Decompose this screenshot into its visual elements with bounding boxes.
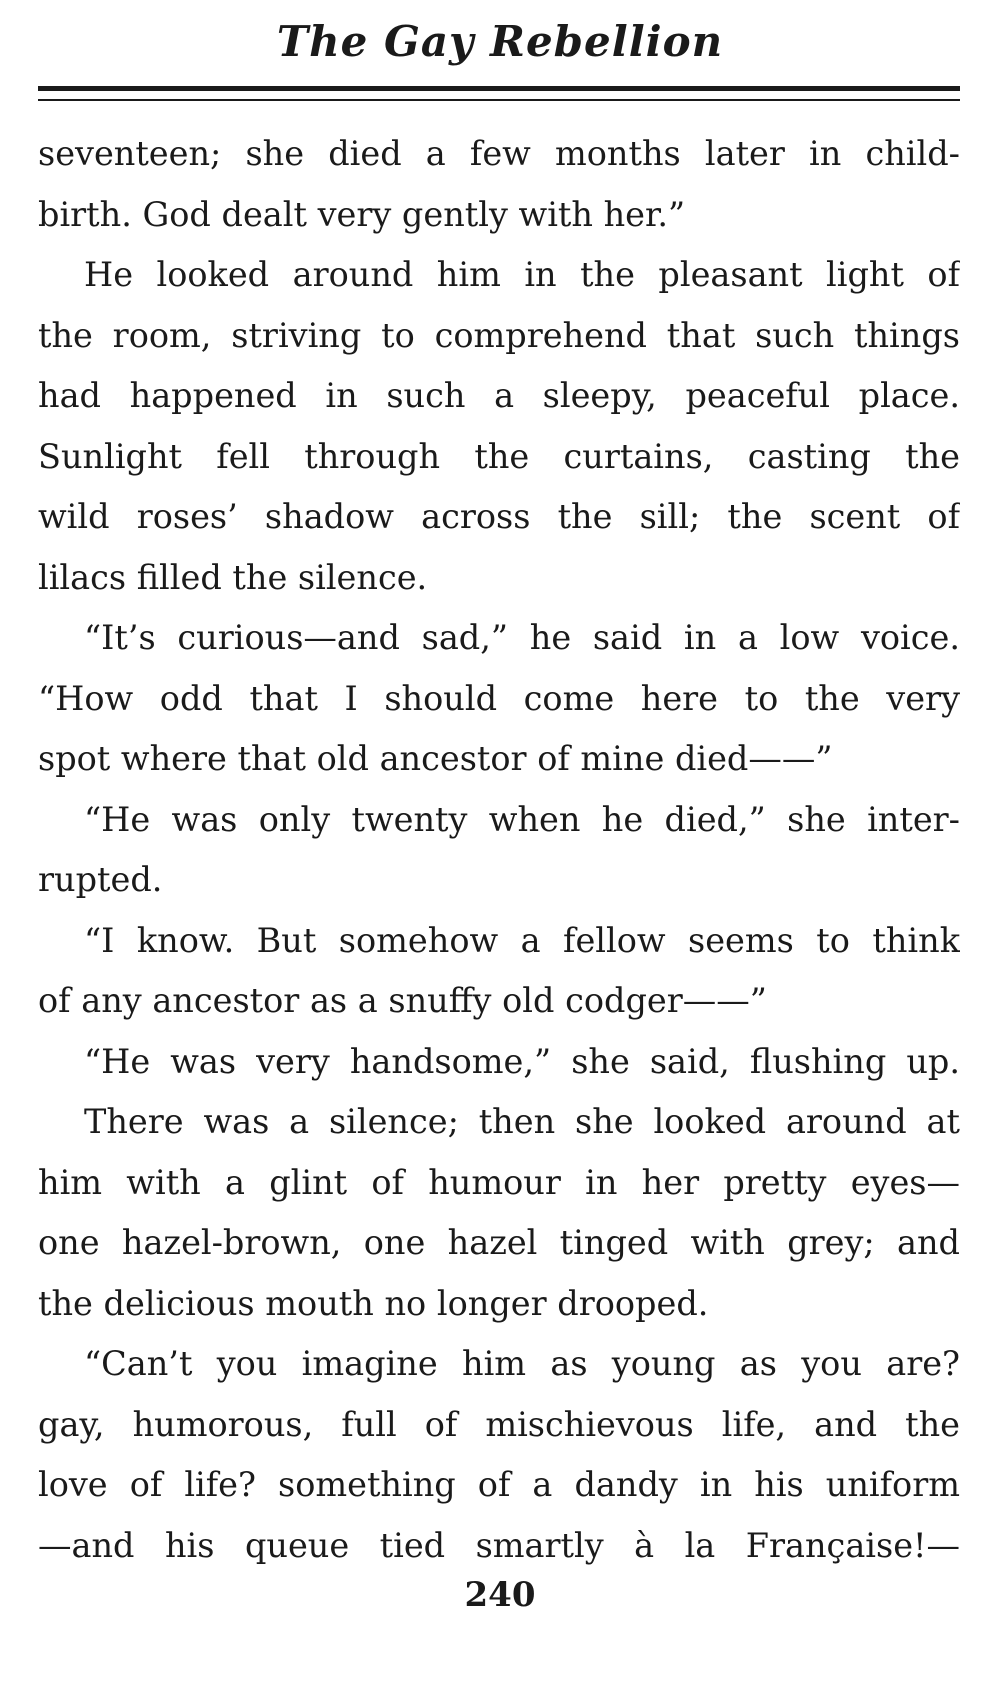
text-line: “Can’t you imagine him as young as you are? xyxy=(84,1344,960,1383)
text-line: There was a silence; then she looked around at xyxy=(84,1102,960,1141)
text-line: “I know. But somehow a fellow seems to think xyxy=(84,920,960,960)
running-head: The Gay Rebellion xyxy=(276,17,724,66)
text-line: love of life? something of a dandy in his uniform xyxy=(38,1465,960,1504)
text-line: He looked around him in the pleasant light of xyxy=(84,255,960,294)
text-line: “How odd that I should come here to the very xyxy=(38,678,960,718)
text-line: him with a glint of humour in her pretty eyes— xyxy=(38,1162,960,1202)
text-line: “It’s curious—and sad,” he said in a low voice. xyxy=(84,618,960,657)
text-line: lilacs filled the silence. xyxy=(38,557,428,597)
text-line: had happened in such a sleepy, peaceful place. xyxy=(38,376,960,415)
text-line: the delicious mouth no longer drooped. xyxy=(38,1283,709,1323)
text-line: the room, striving to comprehend that such things xyxy=(38,315,960,355)
text-line: birth. God dealt very gently with her.” xyxy=(38,194,686,234)
text-line: one hazel-brown, one hazel tinged with grey; and xyxy=(38,1223,960,1262)
header-rule-thick xyxy=(38,86,960,91)
text-line: of any ancestor as a snuffy old codger——” xyxy=(38,981,767,1020)
text-line: gay, humorous, full of mischievous life, and the xyxy=(38,1404,960,1444)
text-line: Sunlight fell through the curtains, casting the xyxy=(38,436,960,476)
text-line: rupted. xyxy=(38,860,163,899)
text-line: “He was very handsome,” she said, flushing up. xyxy=(84,1041,960,1081)
page-number: 240 xyxy=(464,1575,536,1615)
body-text xyxy=(38,124,960,1576)
text-line: —and his queue tied smartly à la Française!— xyxy=(38,1525,960,1565)
header-rule-thin xyxy=(38,99,960,101)
text-line: seventeen; she died a few months later in child- xyxy=(38,134,960,173)
text-line: “He was only twenty when he died,” she inter- xyxy=(84,799,960,839)
text-line: wild roses’ shadow across the sill; the scent of xyxy=(38,497,960,536)
text-line: spot where that old ancestor of mine died——” xyxy=(38,739,833,778)
